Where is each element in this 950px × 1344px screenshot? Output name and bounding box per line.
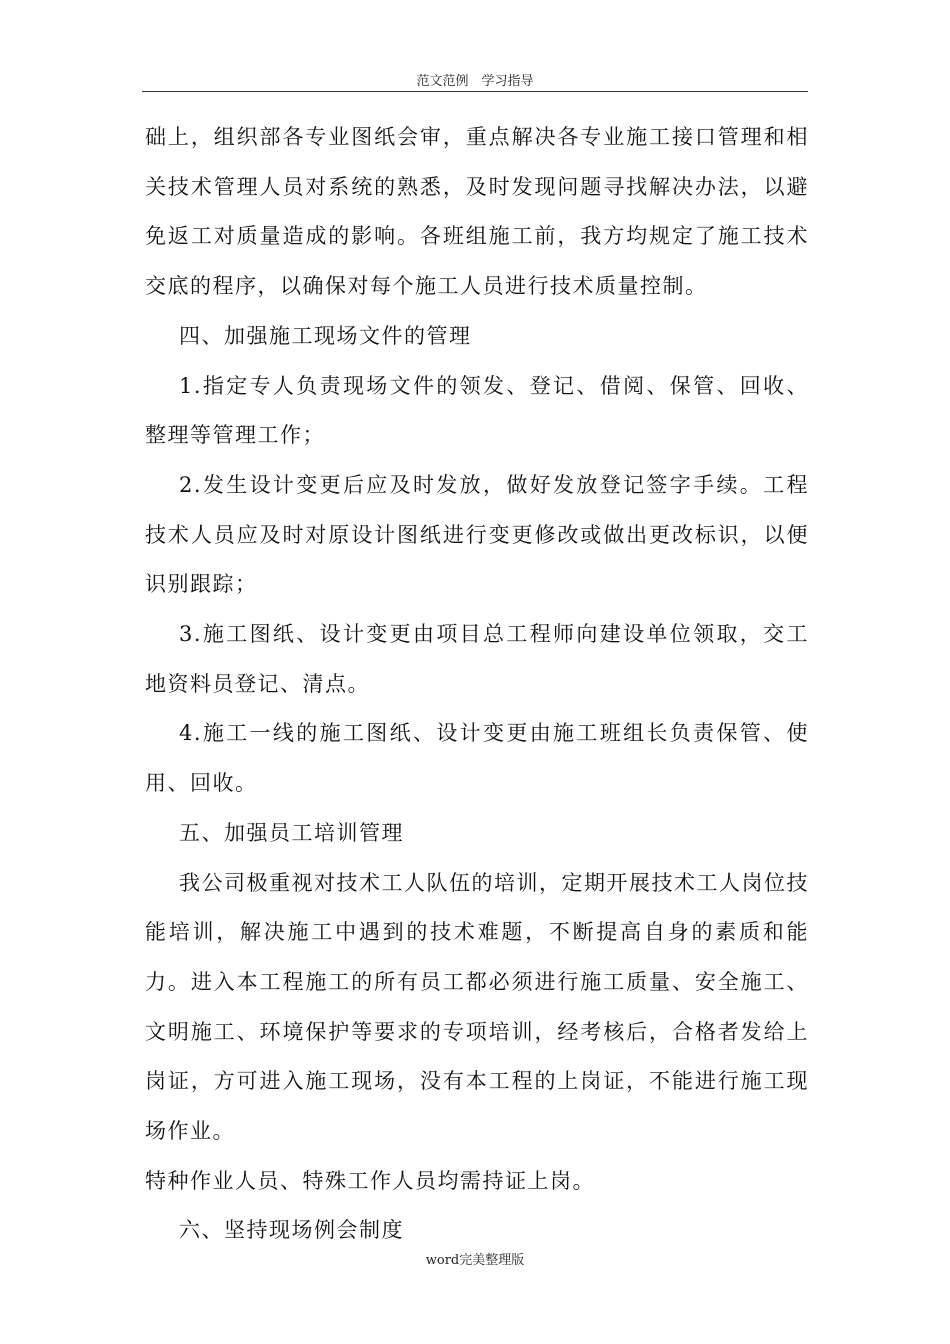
document-body (145, 113, 809, 1256)
section-heading-document-management: 四、加强施工现场文件的管理 (179, 323, 472, 348)
list-item-4: 4.施工一线的施工图纸、设计变更由施工班组长负责保管、使用、回收。 (145, 721, 809, 796)
paragraph-quality-control: 础上，组织部各专业图纸会审，重点解决各专业施工接口管理和相关技术管理人员对系统的熟悉，及时发现问题寻找解决办法，以避免返工对质量造成的影响。各班组施工前，我方均规定了施工技术交底的程序，以确保对每个施工人员进行技术质量控制。 (145, 125, 809, 299)
list-item-3: 3.施工图纸、设计变更由项目总工程师向建设单位领取，交工地资料员登记、清点。 (145, 622, 809, 696)
list-item-1: 1.指定专人负责现场文件的领发、登记、借阅、保管、回收、整理等管理工作； (145, 373, 809, 448)
paragraph-training: 我公司极重视对技术工人队伍的培训，定期开展技术工人岗位技能培训，解决施工中遇到的技术难题，不断提高自身的素质和能力。进入本工程施工的所有员工都必须进行施工质量、安全施工、文明施工、环境保护等要求的专项培训，经考核后，合格者发给上岗证，方可进入施工现场，没有本工程的上岗证，不能进行施工现场作业。 (145, 870, 809, 1144)
section-heading-site-meetings: 六、坚持现场例会制度 (179, 1218, 404, 1243)
section-heading-staff-training: 五、加强员工培训管理 (179, 820, 404, 845)
header-divider (142, 91, 808, 92)
page-footer: word完美整理版 (425, 1253, 525, 1268)
list-item-2: 2.发生设计变更后应及时发放，做好发放登记签字手续。工程技术人员应及时对原设计图纸进行变更修改或做出更改标识，以便识别跟踪； (145, 472, 809, 597)
paragraph-certification: 特种作业人员、特殊工作人员均需持证上岗。 (145, 1168, 595, 1193)
page-header: 范文范例 学习指导 (416, 74, 534, 89)
